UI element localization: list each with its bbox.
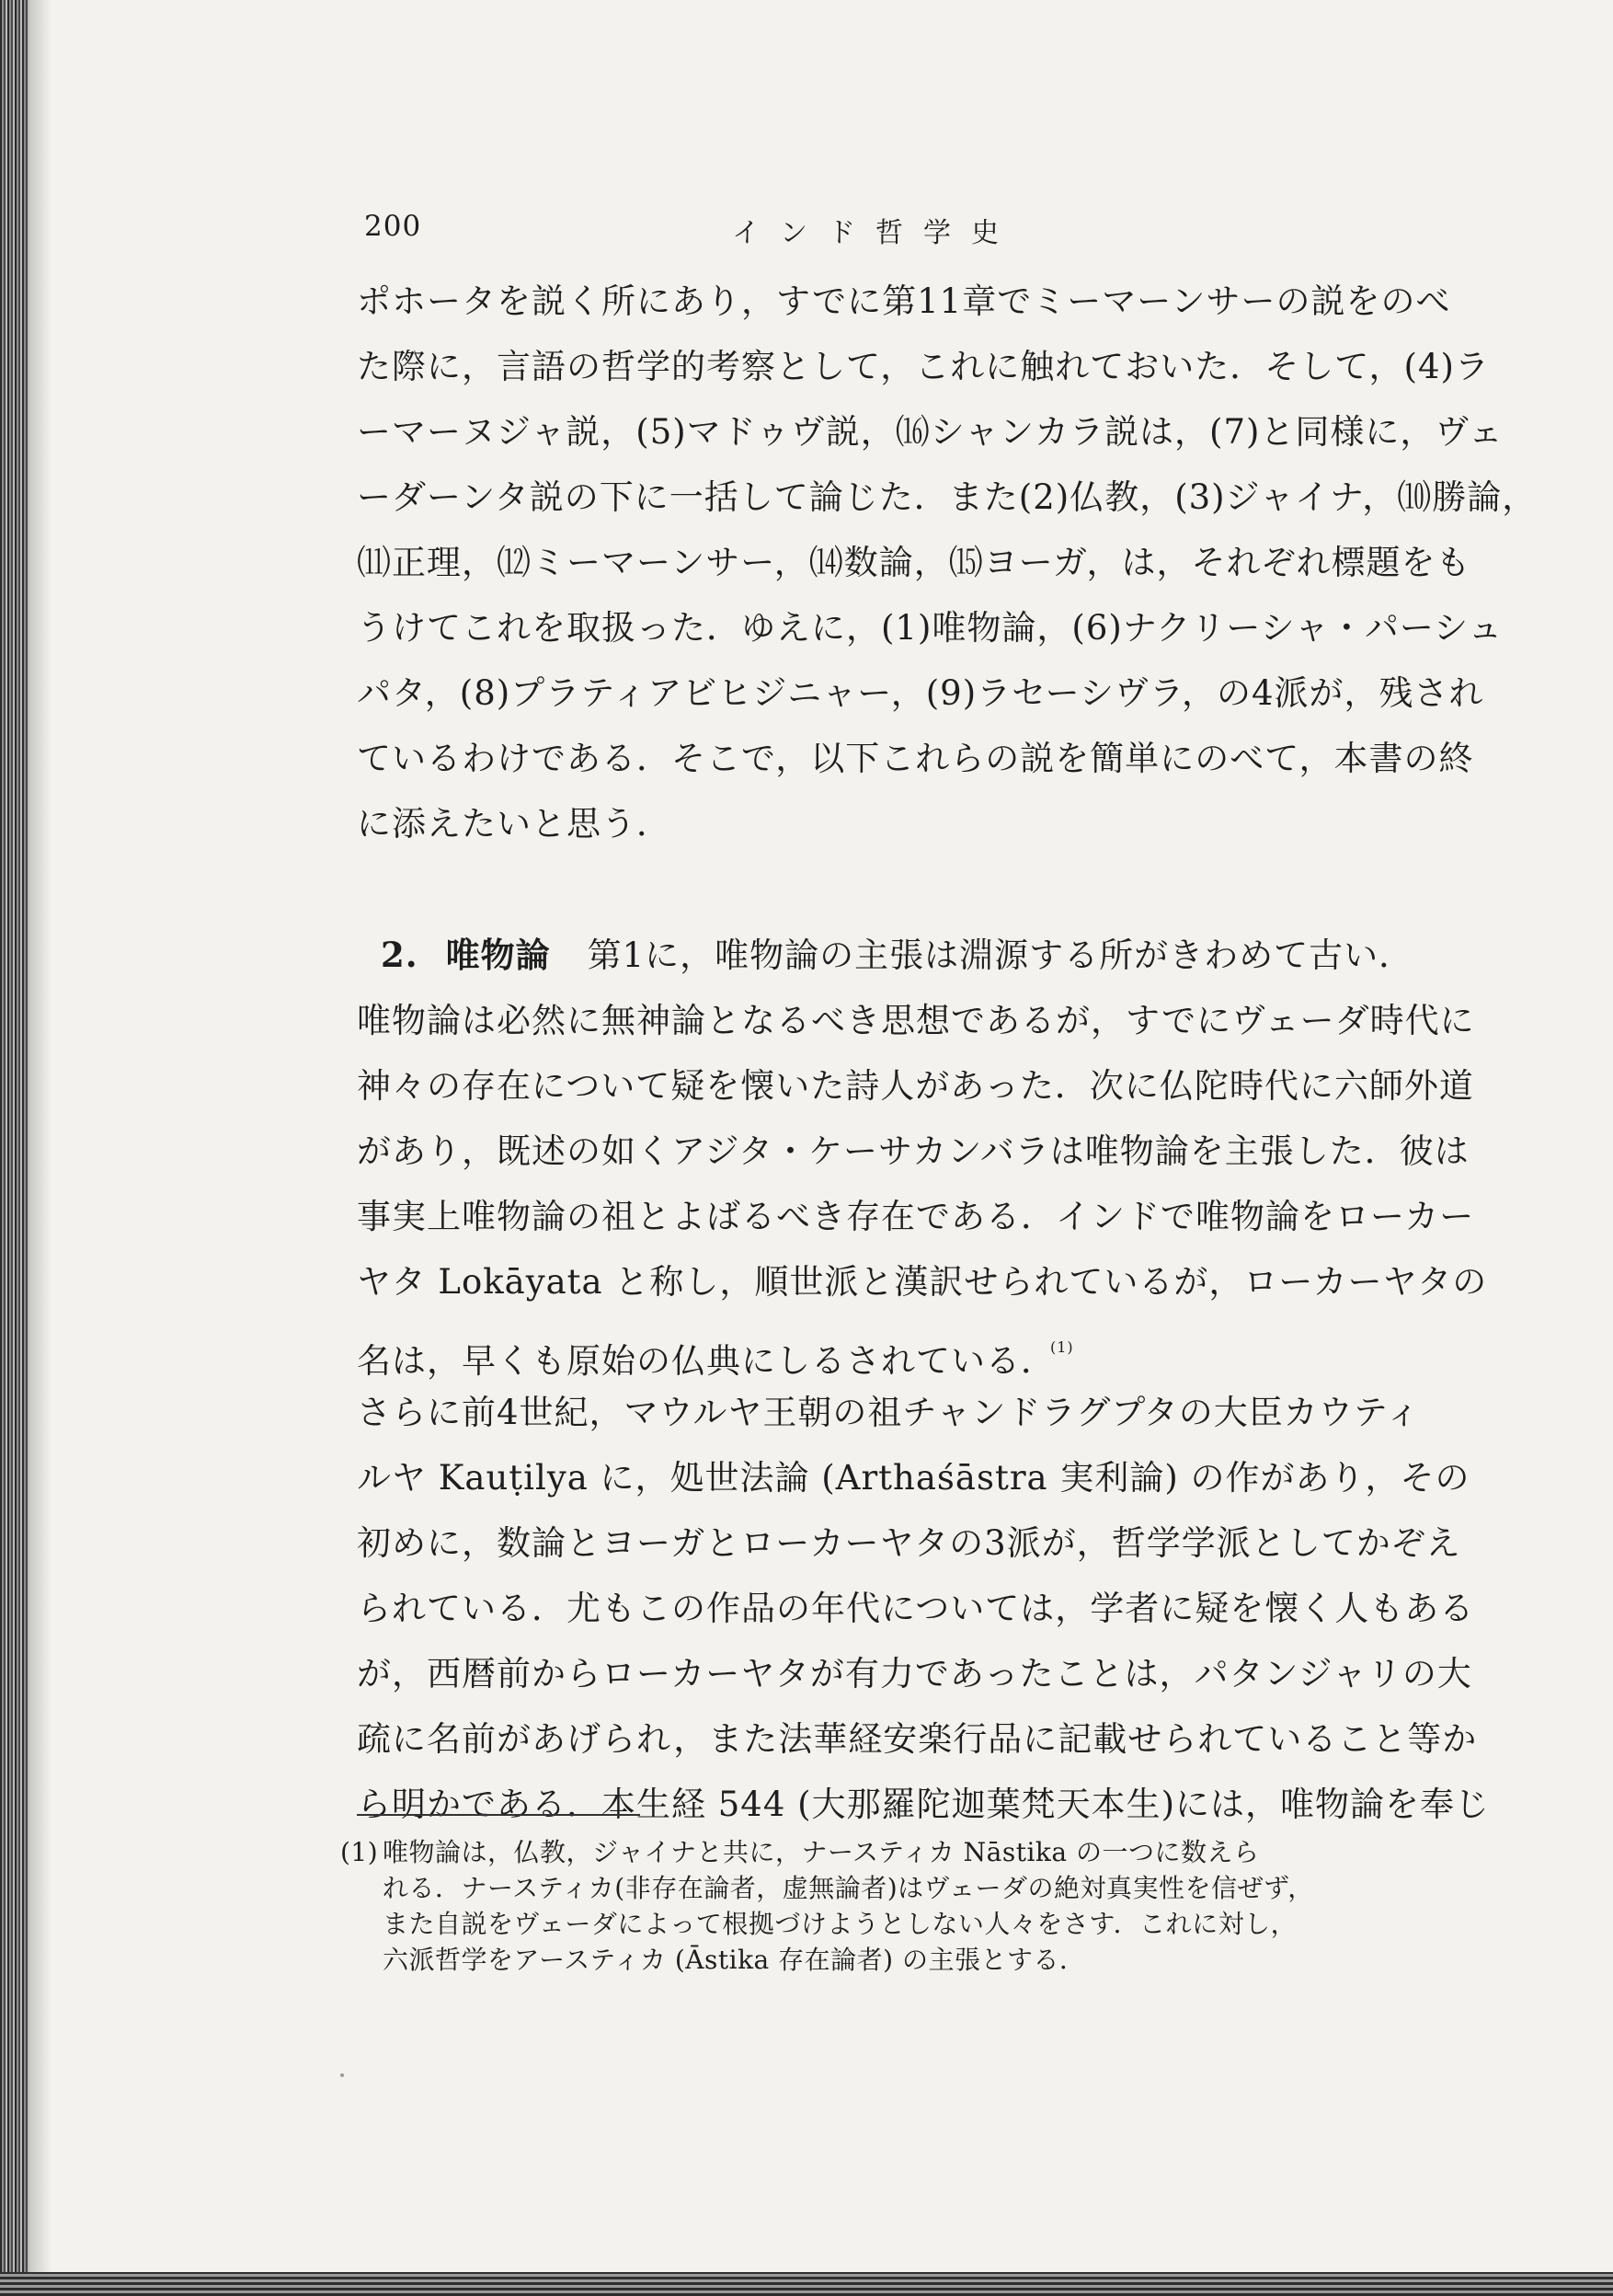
text-line: ルヤ Kauṭilya に，処世法論 (Arthaśāstra 実利論) の作があり，その bbox=[357, 1458, 1470, 1498]
text-line: に添えたいと思う． bbox=[357, 804, 671, 844]
footnote-divider bbox=[357, 1814, 640, 1816]
text-line: 初めに，数論とヨーガとローカーヤタの3派が，哲学学派としてかぞえ bbox=[357, 1523, 1461, 1563]
text-line: うけてこれを取扱った．ゆえに，(1)唯物論，(6)ナクリーシャ・パーシュ bbox=[357, 608, 1504, 648]
text-line: 唯物論は必然に無神論となるべき思想であるが，すでにヴェーダ時代に bbox=[357, 1001, 1475, 1040]
text-line: ーダーンタ説の下に一括して論じた．また(2)仏教，(3)ジャイナ，⑽勝論， bbox=[357, 477, 1538, 517]
text-line: さらに前4世紀，マウルヤ王朝の祖チャンドラグプタの大臣カウティ bbox=[357, 1393, 1421, 1432]
text-line: た際に，言語の哲学的考察として，これに触れておいた．そして，(4)ラ bbox=[357, 347, 1490, 386]
text-line: 事実上唯物論の祖とよばるべき存在である．インドで唯物論をローカー bbox=[357, 1197, 1475, 1236]
footnote bbox=[340, 1834, 1453, 1978]
section-heading-line bbox=[357, 923, 1451, 988]
text-line: 疏に名前があげられ，また法華経安楽行品に記載せられていること等か bbox=[357, 1719, 1478, 1759]
text-line: ヤタ Lokāyata と称し，順世派と漢訳せられているが，ローカーヤタの bbox=[357, 1262, 1488, 1302]
text-line: ⑾正理，⑿ミーマーンサー，⒁数論，⒂ヨーガ，は，それぞれ標題をも bbox=[357, 543, 1471, 582]
footnote-text: 唯物論は，仏教，ジャイナと共に，ナースティカ Nāstika の一つに数えら bbox=[383, 1837, 1260, 1867]
footnote-line: れる．ナースティカ(非存在論者，虚無論者)はヴェーダの絶対真実性を信ぜず， bbox=[383, 1873, 1314, 1903]
footnote-marker: (1) bbox=[340, 1837, 379, 1867]
section-title: 唯物論 bbox=[445, 935, 551, 975]
text-line: が，西暦前からローカーヤタが有力であったことは，パタンジャリの大 bbox=[357, 1654, 1472, 1693]
footnote-line: また自説をヴェーダによって根拠づけようとしない人々をさす．これに対し， bbox=[383, 1909, 1298, 1939]
paragraph-3 bbox=[357, 1380, 1491, 1837]
text-line: 第1に，唯物論の主張は淵源する所がきわめて古い． bbox=[587, 936, 1414, 975]
page-number: 200 bbox=[364, 210, 422, 243]
section-materialism bbox=[357, 923, 1488, 1381]
text-line: ポホータを説く所にあり，すでに第11章でミーマーンサーの説をのべ bbox=[357, 281, 1451, 321]
text-line: ーマーヌジャ説，(5)マドゥヴ説，⒃シャンカラ説は，(7)と同様に，ヴェ bbox=[357, 412, 1504, 452]
text-line-with-footnote bbox=[357, 1314, 1451, 1380]
text-line: ているわけである．そこで，以下これらの説を簡単にのべて，本書の終 bbox=[357, 739, 1474, 778]
text-line: パタ，(8)プラティアビヒジニャー，(9)ラセーシヴラ，の4派が，残され bbox=[357, 673, 1484, 713]
text-line: 神々の存在について疑を懐いた詩人があった．次に仏陀時代に六師外道 bbox=[357, 1066, 1474, 1106]
body-text bbox=[357, 269, 1538, 1837]
scan-bottom-edge bbox=[0, 2272, 1613, 2296]
running-title: インド哲学史 bbox=[732, 217, 1019, 249]
footnote-reference[interactable]: (1) bbox=[1050, 1338, 1074, 1356]
text-line: られている．尤もこの作品の年代については，学者に疑を懐く人もある bbox=[357, 1589, 1475, 1628]
section-number: 2. bbox=[381, 935, 418, 975]
text-line: 名は，早くも原始の仏典にしるされている． bbox=[357, 1341, 1056, 1381]
text-line: ら明かである．本生経 544 (大那羅陀迦葉梵天本生)には，唯物論を奉じ bbox=[357, 1785, 1491, 1824]
scan-speck bbox=[340, 2073, 344, 2077]
text-line: があり，既述の如くアジタ・ケーサカンバラは唯物論を主張した．彼は bbox=[357, 1131, 1470, 1171]
binding-shadow bbox=[29, 0, 51, 2296]
paragraph-1 bbox=[357, 269, 1538, 856]
section-spacing bbox=[357, 856, 1451, 923]
footnote-line: 六派哲学をアースティカ (Āstika 存在論者) の主張とする． bbox=[383, 1945, 1086, 1975]
book-binding-edge bbox=[0, 0, 29, 2296]
footnote-line bbox=[340, 1834, 1453, 1870]
